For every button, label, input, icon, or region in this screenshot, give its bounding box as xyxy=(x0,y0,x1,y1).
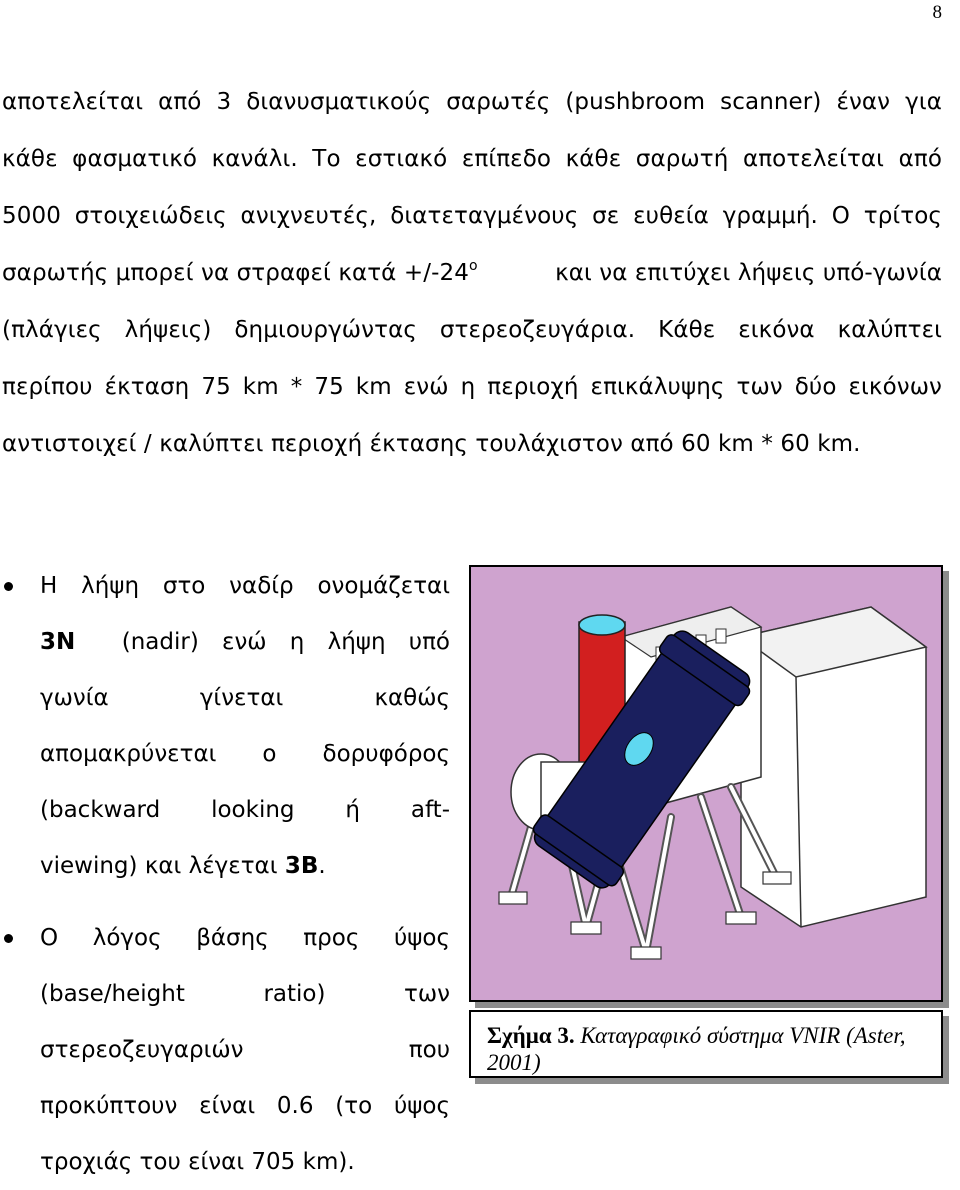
bullet-dot-icon xyxy=(4,582,13,591)
bullet-item xyxy=(0,910,450,1190)
figure-caption-label: Σχήμα 3. xyxy=(487,1023,575,1048)
bullet-line: (backward looking ή aft- xyxy=(40,797,450,823)
figure-caption xyxy=(487,1022,937,1076)
bullet-line: Ο λόγος βάσης προς ύψος xyxy=(40,925,450,951)
paragraph-line: αποτελείται από 3 διανυσματικούς σαρωτές (pushbroom scanner) έναν για xyxy=(2,89,942,115)
bullet-line: απομακρύνεται ο δορυφόρος xyxy=(40,741,450,767)
paragraph-line: περίπου έκταση 75 km * 75 km ενώ η περιοχή επικάλυψης των δύο εικόνων xyxy=(2,374,942,400)
bullet-dot-icon xyxy=(4,934,13,943)
degree-symbol: o xyxy=(468,258,478,274)
paragraph-line xyxy=(2,245,942,302)
bullet-line: προκύπτουν είναι 0.6 (το ύψος xyxy=(40,1093,450,1119)
bullet-item xyxy=(0,558,450,894)
paragraph-line: αντιστοιχεί / καλύπτει περιοχή έκτασης τουλάχιστον από 60 km * 60 km. xyxy=(2,431,861,457)
figure-caption-text: Καταγραφικό σύστημα VNIR (Aster, 2001) xyxy=(487,1023,906,1075)
bullet-line: 3N (nadir) ενώ η λήψη υπό xyxy=(40,629,451,655)
page-number: 8 xyxy=(932,2,942,23)
paragraph-line-part: σαρωτής μπορεί να στραφεί $\kappa\alpha\tau ά +/-24^o$ xyxy=(2,258,478,286)
figure-caption-box xyxy=(469,1010,943,1078)
bullet-line: viewing) και λέγεται 3B. xyxy=(40,853,326,879)
bullet-line: (base/height ratio) των xyxy=(40,981,450,1007)
bullet-line: στερεοζευγαριών που xyxy=(40,1037,450,1063)
vnir-instrument-illustration xyxy=(471,567,941,1000)
bullet-list xyxy=(0,558,450,1190)
paragraph-line: (πλάγιες λήψεις) δημιουργώντας στερεοζευγάρια. Κάθε εικόνα καλύπτει xyxy=(2,317,942,343)
body-paragraph xyxy=(2,74,942,473)
bullet-line: τροχιάς του είναι 705 km). xyxy=(40,1149,355,1175)
bullet-line: Η λήψη στο ναδίρ ονομάζεται xyxy=(40,573,450,599)
paragraph-line-part: και να επιτύχει λήψεις υπό-γωνία xyxy=(555,260,942,286)
paragraph-line: κάθε φασματικό κανάλι. Το εστιακό επίπεδο κάθε σαρωτή αποτελείται από xyxy=(2,146,942,172)
paragraph-line: 5000 στοιχειώδεις ανιχνευτές, διατεταγμένους σε ευθεία γραμμή. Ο τρίτος xyxy=(2,203,942,229)
vnir-instrument-figure xyxy=(469,565,943,1002)
bullet-line: γωνία γίνεται καθώς xyxy=(40,685,450,711)
